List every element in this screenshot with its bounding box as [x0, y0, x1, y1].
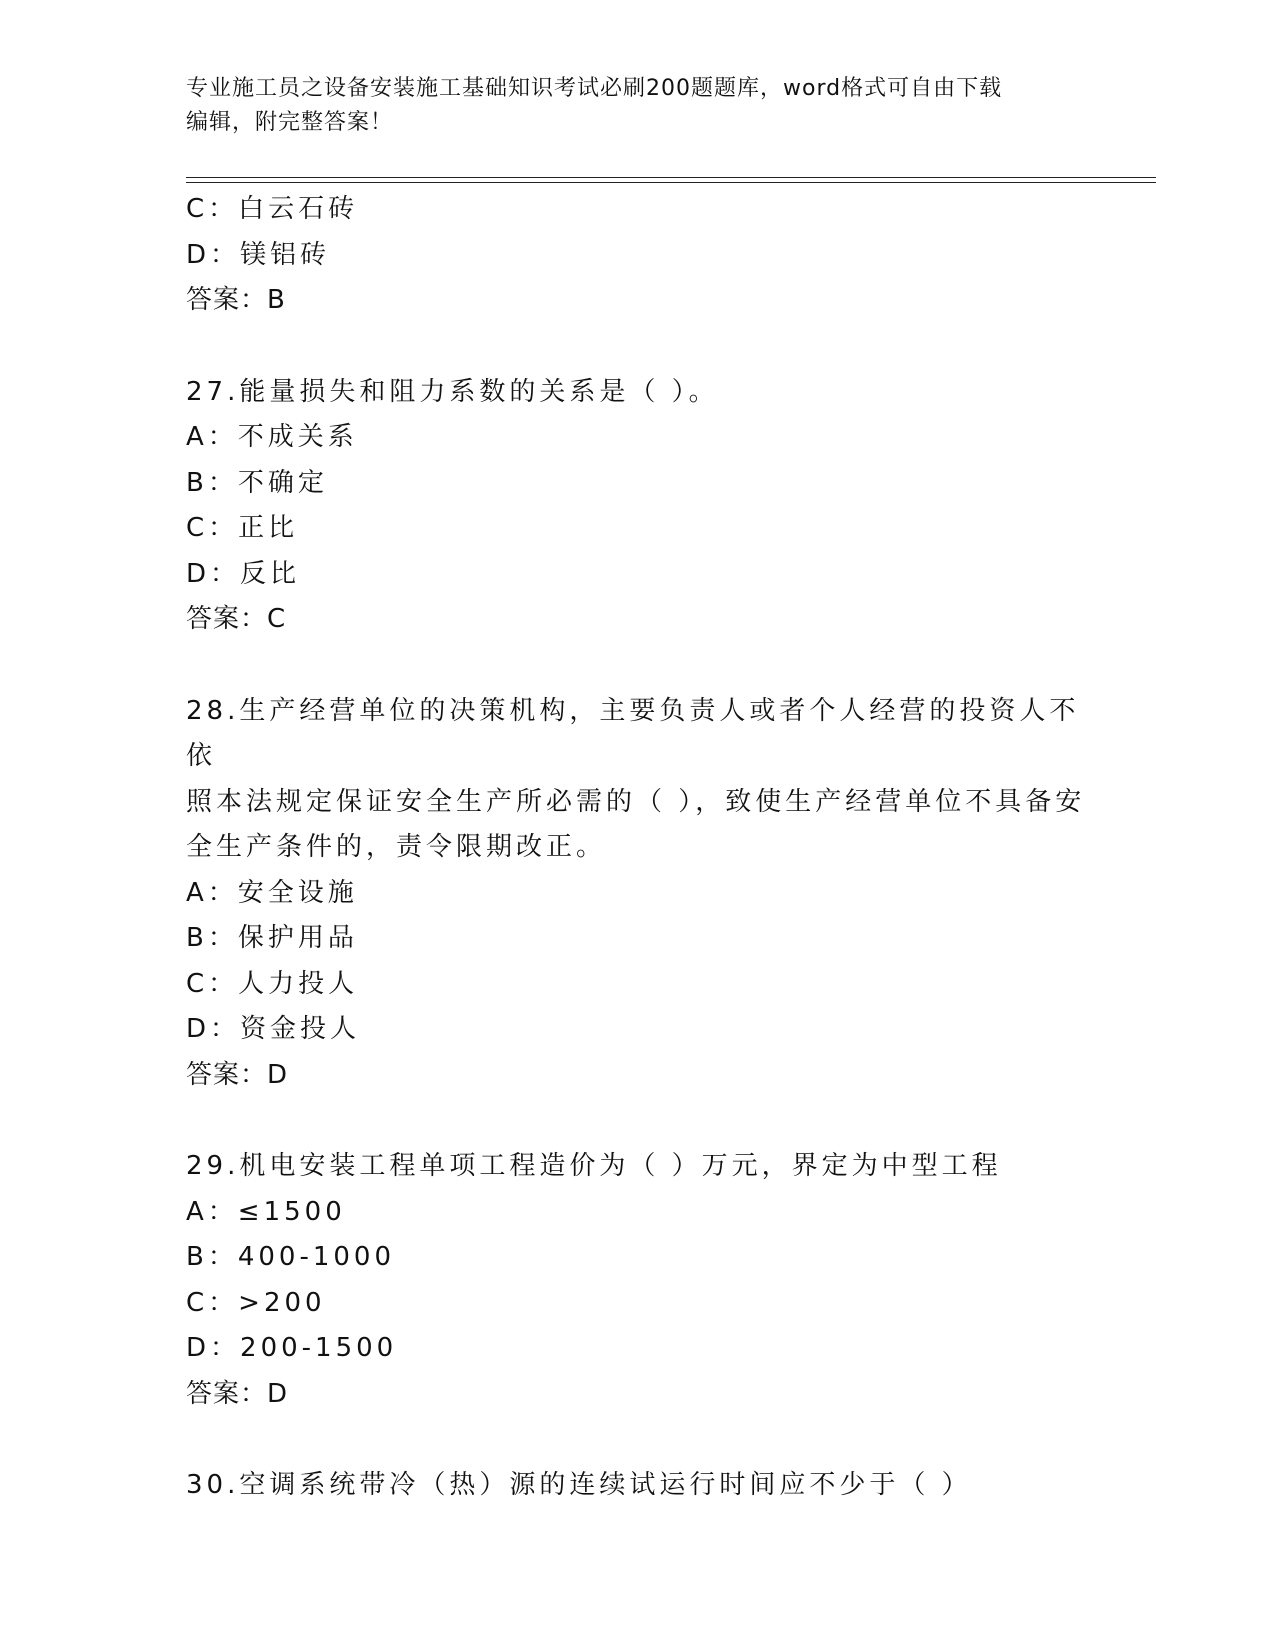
- header-divider-bottom: [186, 182, 1156, 183]
- option-d: D：200-1500: [186, 1333, 398, 1363]
- option-b: B：400-1000: [186, 1242, 396, 1272]
- question-stem-line-1: 28.生产经营单位的决策机构，主要负责人或者个人经营的投资人不依: [186, 695, 1080, 771]
- option-c: C：>200: [186, 1287, 326, 1318]
- question-fragment: [186, 187, 1086, 324]
- question-30: [186, 1463, 1086, 1509]
- answer-line: 答案：D: [186, 1059, 289, 1090]
- header-line-1: 专业施工员之设备安装施工基础知识考试必刷200题题库，word格式可自由下载: [186, 76, 1003, 101]
- option-a: A：安全设施: [186, 877, 358, 908]
- document-body: [186, 187, 1086, 1509]
- option-b: B：保护用品: [186, 923, 358, 953]
- option-b: B：不确定: [186, 467, 328, 498]
- question-stem: 29.机电安装工程单项工程造价为（ ）万元，界定为中型工程: [186, 1151, 1002, 1181]
- option-a: A：≤1500: [186, 1196, 346, 1227]
- question-stem: 30.空调系统带冷（热）源的连续试运行时间应不少于（ ）: [186, 1470, 972, 1500]
- option-a: A：不成关系: [186, 422, 358, 452]
- document-header: [186, 72, 1086, 140]
- option-c: C：正比: [186, 513, 299, 543]
- option-d: D：反比: [186, 558, 301, 589]
- question-27: [186, 370, 1086, 643]
- answer-line: 答案：D: [186, 1378, 289, 1409]
- question-stem: 27.能量损失和阻力系数的关系是（ ）。: [186, 376, 719, 407]
- option-c: C：人力投人: [186, 968, 359, 999]
- option-c: C：白云石砖: [186, 194, 359, 224]
- question-29: [186, 1144, 1086, 1417]
- header-divider-top: [186, 177, 1156, 178]
- option-d: D：资金投人: [186, 1014, 361, 1044]
- answer-line: 答案：C: [186, 604, 287, 634]
- answer-line: 答案：B: [186, 285, 286, 315]
- option-d: D：镁铝砖: [186, 239, 331, 270]
- question-stem-line-3: 全生产条件的，责令限期改正。: [186, 832, 607, 862]
- header-line-2: 编辑，附完整答案！: [186, 110, 394, 135]
- question-28: [186, 689, 1086, 1099]
- question-stem-line-2: 照本法规定保证安全生产所必需的（ ），致使生产经营单位不具备安: [186, 786, 1086, 817]
